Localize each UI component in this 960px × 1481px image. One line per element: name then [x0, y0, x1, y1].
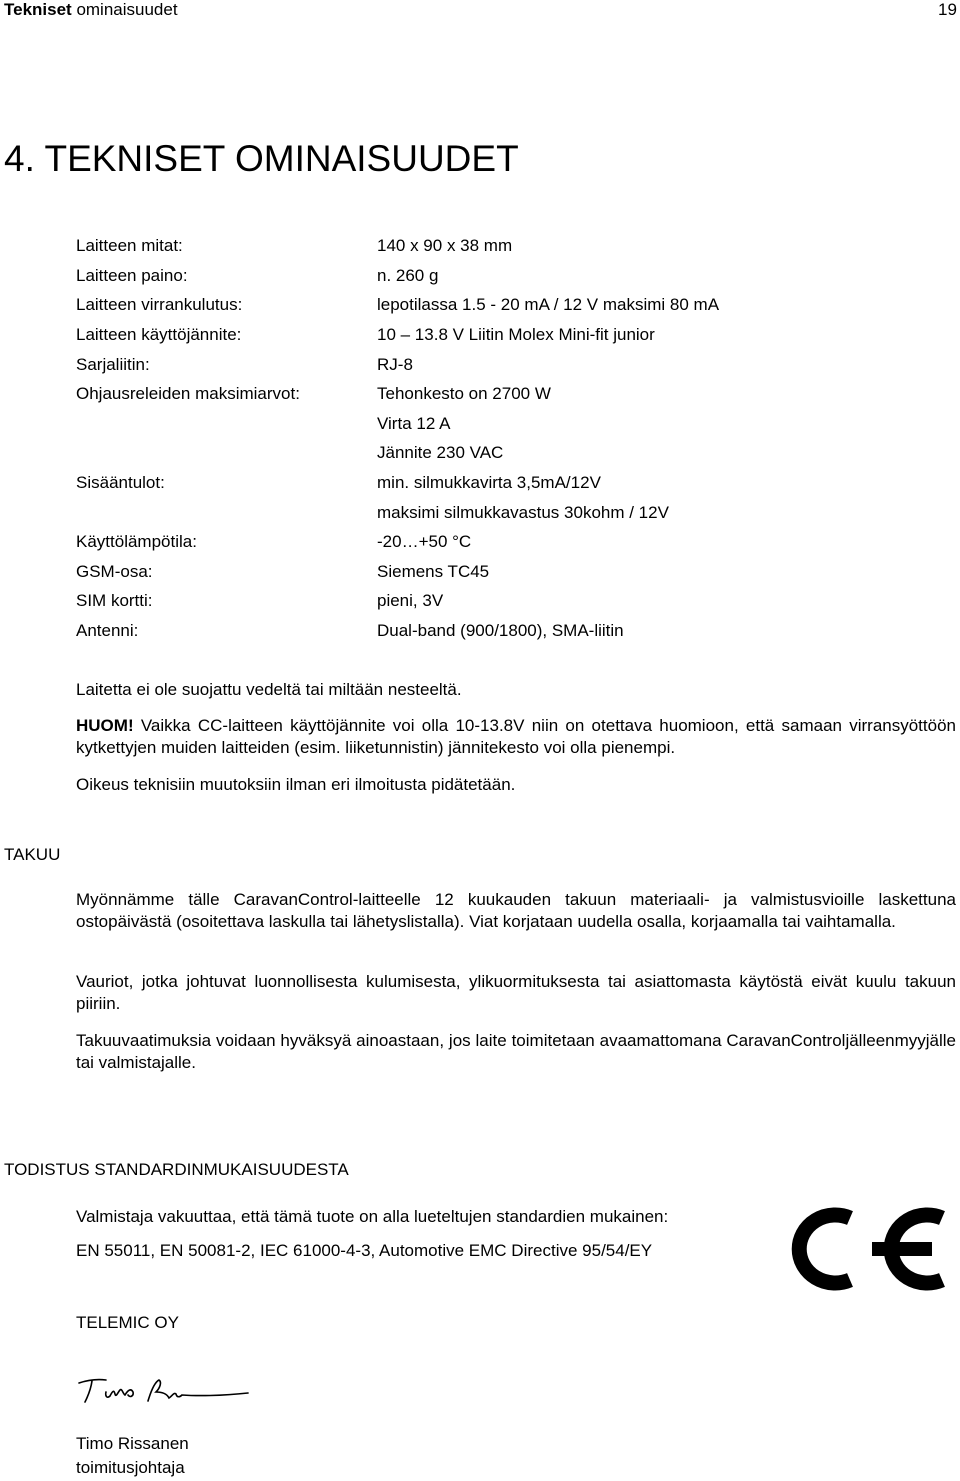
- spec-value: lepotilassa 1.5 - 20 mA / 12 V maksimi 80 mA: [377, 295, 720, 314]
- spec-value: n. 260 g: [377, 266, 439, 285]
- signature: [76, 1374, 251, 1406]
- spec-label: SIM kortti:: [76, 591, 153, 610]
- note-huom: [76, 715, 956, 759]
- ce-mark-logo: [772, 1204, 952, 1294]
- takuu-paragraph-2: Vauriot, jotka johtuvat luonnollisesta kulumisesta, ylikuormituksesta tai asiattomasta käytöstä eivät kuulu takuun piiriin.: [76, 972, 956, 1013]
- spec-value: Siemens TC45: [377, 562, 490, 581]
- section-heading: 4. TEKNISET OMINAISUUDET: [4, 138, 519, 179]
- spec-label: GSM-osa:: [76, 562, 153, 581]
- spec-value: Dual-band (900/1800), SMA-liitin: [377, 621, 624, 640]
- spec-value: min. silmukkavirta 3,5mA/12V: [377, 473, 601, 492]
- spec-label: Käyttölämpötila:: [76, 532, 197, 551]
- spec-value: maksimi silmukkavastus 30kohm / 12V: [377, 503, 669, 522]
- spec-label: Sarjaliitin:: [76, 355, 150, 374]
- header-title-rest: ominaisuudet: [71, 0, 178, 19]
- spec-value: pieni, 3V: [377, 591, 444, 610]
- page-number: 19: [938, 0, 957, 19]
- spec-label: Antenni:: [76, 621, 139, 640]
- signatory-name: Timo Rissanen: [76, 1434, 189, 1453]
- note-rights: Oikeus teknisiin muutoksiin ilman eri ilmoitusta pidätetään.: [76, 775, 516, 794]
- takuu-title: TAKUU: [4, 845, 61, 864]
- ce-mark-c: [799, 1215, 850, 1283]
- spec-value: Jännite 230 VAC: [377, 443, 504, 462]
- takuu-paragraph-1: Myönnämme tälle CaravanControl-laitteelle 12 kuukauden takuun materiaali- ja valmistusvioille laskettuna ostopäivästä (osoitettava laskulla tai lähetyslistalla). Viat korjataan uudella osalla, korjaamalla tai vaihtamalla.: [76, 890, 956, 931]
- spec-value: Virta 12 A: [377, 414, 451, 433]
- spec-label: Laitteen paino:: [76, 266, 188, 285]
- page-header-title: [4, 0, 178, 20]
- spec-label: Laitteen mitat:: [76, 236, 183, 255]
- spec-value: Tehonkesto on 2700 W: [377, 384, 551, 403]
- spec-label: Sisääntulot:: [76, 473, 165, 492]
- spec-value: RJ-8: [377, 355, 413, 374]
- spec-value: 10 – 13.8 V Liitin Molex Mini-fit junior: [377, 325, 655, 344]
- takuu-paragraph-3: Takuuvaatimuksia voidaan hyväksyä ainoastaan, jos laite toimitetaan avaamattomana CaravanControljälleenmyyjälle tai valmistajalle.: [76, 1031, 956, 1072]
- standards-list: EN 55011, EN 50081-2, IEC 61000-4-3, Automotive EMC Directive 95/54/EY: [76, 1241, 653, 1260]
- header-title-bold: Tekniset: [4, 0, 72, 19]
- spec-value: 140 x 90 x 38 mm: [377, 236, 513, 255]
- todistus-title: TODISTUS STANDARDINMUKAISUUDESTA: [4, 1160, 349, 1179]
- spec-value: -20…+50 °C: [377, 532, 472, 551]
- ce-mark-e-bar: [872, 1242, 932, 1256]
- note-water: Laitetta ei ole suojattu vedeltä tai miltään nesteeltä.: [76, 680, 462, 699]
- conformity-statement: Valmistaja vakuuttaa, että tämä tuote on alla lueteltujen standardien mukainen:: [76, 1207, 669, 1226]
- huom-label: HUOM!: [76, 716, 134, 735]
- signatory-role: toimitusjohtaja: [76, 1458, 185, 1477]
- huom-text: Vaikka CC-laitteen käyttöjännite voi olla 10-13.8V niin on otettava huomioon, että samaan virransyöttöön kytkettyjen muiden laitteiden (esim. liiketunnistin) jännitekesto voi olla pienempi.: [76, 716, 956, 757]
- spec-label: Laitteen virrankulutus:: [76, 295, 243, 314]
- spec-label: Laitteen käyttöjännite:: [76, 325, 242, 344]
- company-name: TELEMIC OY: [76, 1313, 179, 1332]
- spec-label: Ohjausreleiden maksimiarvot:: [76, 384, 300, 403]
